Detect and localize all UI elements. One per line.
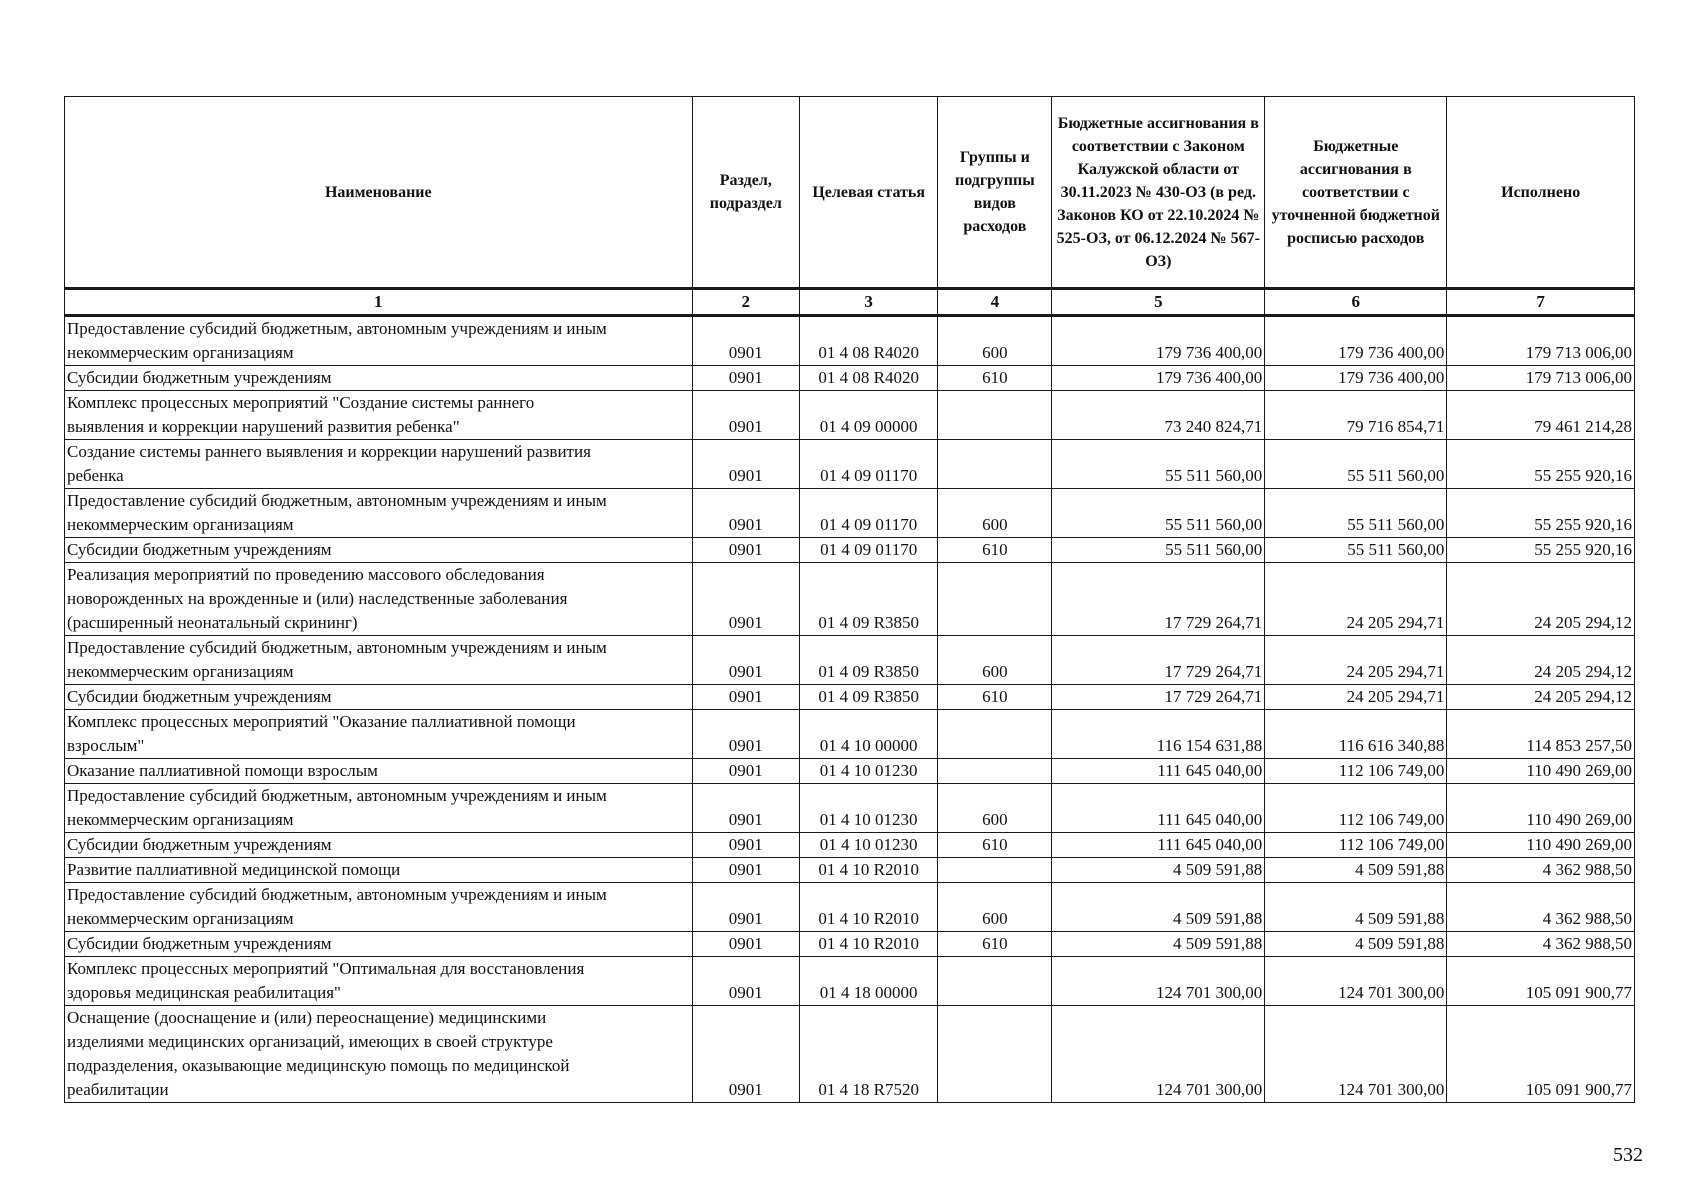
row-name-line: изделиями медицинских организаций, имеющих в своей структуре [67, 1032, 553, 1051]
row-name [65, 391, 693, 440]
row-budget-law: 17 729 264,71 [1052, 636, 1265, 685]
row-name [65, 710, 693, 759]
row-executed: 4 362 988,50 [1447, 932, 1635, 957]
row-name-line: Предоставление субсидий бюджетным, автономным учреждениям и иным [67, 491, 607, 510]
row-name-line: Субсидии бюджетным учреждениям [67, 835, 332, 854]
row-section: 0901 [692, 391, 800, 440]
row-name [65, 1006, 693, 1103]
row-target: 01 4 10 00000 [800, 710, 938, 759]
table-row [65, 1006, 1635, 1103]
row-budget-law: 124 701 300,00 [1052, 1006, 1265, 1103]
row-name-line: Комплекс процессных мероприятий "Создание системы раннего [67, 393, 535, 412]
row-group: 610 [938, 932, 1052, 957]
table-row [65, 391, 1635, 440]
budget-table [64, 96, 1635, 1103]
row-group [938, 759, 1052, 784]
row-budget-refined: 24 205 294,71 [1265, 636, 1447, 685]
row-budget-refined: 116 616 340,88 [1265, 710, 1447, 759]
row-name-line: Создание системы раннего выявления и коррекции нарушений развития [67, 442, 591, 461]
row-budget-law: 4 509 591,88 [1052, 858, 1265, 883]
table-row [65, 710, 1635, 759]
row-budget-refined: 179 736 400,00 [1265, 316, 1447, 366]
column-number: 4 [938, 289, 1052, 316]
row-executed: 114 853 257,50 [1447, 710, 1635, 759]
table-row [65, 784, 1635, 833]
row-section: 0901 [692, 538, 800, 563]
row-budget-law: 116 154 631,88 [1052, 710, 1265, 759]
table-row [65, 538, 1635, 563]
row-name-line: некоммерческим организациям [67, 909, 294, 928]
row-budget-law: 179 736 400,00 [1052, 366, 1265, 391]
row-name-line: Предоставление субсидий бюджетным, автономным учреждениям и иным [67, 319, 607, 338]
row-name [65, 833, 693, 858]
row-section: 0901 [692, 440, 800, 489]
row-name-line: некоммерческим организациям [67, 662, 294, 681]
row-executed: 24 205 294,12 [1447, 636, 1635, 685]
row-budget-law: 17 729 264,71 [1052, 563, 1265, 636]
row-budget-law: 55 511 560,00 [1052, 538, 1265, 563]
row-target: 01 4 10 R2010 [800, 883, 938, 932]
row-budget-law: 55 511 560,00 [1052, 440, 1265, 489]
row-budget-refined: 55 511 560,00 [1265, 489, 1447, 538]
header-name: Наименование [65, 97, 693, 289]
table-row [65, 316, 1635, 366]
row-section: 0901 [692, 710, 800, 759]
row-name-line: Развитие паллиативной медицинской помощи [67, 860, 401, 879]
row-target: 01 4 10 01230 [800, 784, 938, 833]
row-group [938, 391, 1052, 440]
row-executed: 179 713 006,00 [1447, 366, 1635, 391]
row-name-line: некоммерческим организациям [67, 343, 294, 362]
table-row [65, 833, 1635, 858]
row-executed: 179 713 006,00 [1447, 316, 1635, 366]
row-target: 01 4 09 01170 [800, 489, 938, 538]
row-target: 01 4 09 01170 [800, 538, 938, 563]
row-name-line: Субсидии бюджетным учреждениям [67, 368, 332, 387]
row-executed: 4 362 988,50 [1447, 858, 1635, 883]
row-executed: 55 255 920,16 [1447, 489, 1635, 538]
row-section: 0901 [692, 932, 800, 957]
table-row [65, 366, 1635, 391]
row-name-line: Комплекс процессных мероприятий "Оптимальная для восстановления [67, 959, 585, 978]
row-budget-refined: 24 205 294,71 [1265, 563, 1447, 636]
row-budget-law: 17 729 264,71 [1052, 685, 1265, 710]
row-budget-law: 55 511 560,00 [1052, 489, 1265, 538]
row-name-line: Реализация мероприятий по проведению массового обследования [67, 565, 545, 584]
row-target: 01 4 18 00000 [800, 957, 938, 1006]
row-executed: 24 205 294,12 [1447, 563, 1635, 636]
row-group: 600 [938, 636, 1052, 685]
row-name-line: некоммерческим организациям [67, 810, 294, 829]
row-name-line: выявления и коррекции нарушений развития ребенка" [67, 417, 460, 436]
row-name-line: Субсидии бюджетным учреждениям [67, 934, 332, 953]
row-name [65, 957, 693, 1006]
column-number: 7 [1447, 289, 1635, 316]
row-budget-refined: 112 106 749,00 [1265, 759, 1447, 784]
row-group [938, 858, 1052, 883]
table-row [65, 759, 1635, 784]
table-row [65, 883, 1635, 932]
row-executed: 110 490 269,00 [1447, 833, 1635, 858]
row-group [938, 440, 1052, 489]
row-group: 600 [938, 883, 1052, 932]
row-target: 01 4 10 01230 [800, 759, 938, 784]
row-executed: 110 490 269,00 [1447, 759, 1635, 784]
row-section: 0901 [692, 685, 800, 710]
row-budget-law: 111 645 040,00 [1052, 759, 1265, 784]
column-number: 6 [1265, 289, 1447, 316]
row-group: 600 [938, 489, 1052, 538]
row-name [65, 440, 693, 489]
column-number: 5 [1052, 289, 1265, 316]
row-name-line: Предоставление субсидий бюджетным, автономным учреждениям и иным [67, 885, 607, 904]
row-budget-law: 124 701 300,00 [1052, 957, 1265, 1006]
row-name-line: Субсидии бюджетным учреждениям [67, 687, 332, 706]
row-budget-law: 179 736 400,00 [1052, 316, 1265, 366]
row-group [938, 957, 1052, 1006]
row-name-line: здоровья медицинская реабилитация" [67, 983, 341, 1002]
row-name [65, 883, 693, 932]
row-budget-law: 111 645 040,00 [1052, 784, 1265, 833]
row-budget-refined: 179 736 400,00 [1265, 366, 1447, 391]
row-name-line: новорожденных на врожденные и (или) наследственные заболевания [67, 589, 568, 608]
row-budget-refined: 4 509 591,88 [1265, 932, 1447, 957]
column-number: 3 [800, 289, 938, 316]
row-name [65, 685, 693, 710]
table-row [65, 932, 1635, 957]
row-budget-law: 4 509 591,88 [1052, 932, 1265, 957]
row-name-line: Оказание паллиативной помощи взрослым [67, 761, 378, 780]
row-group: 610 [938, 538, 1052, 563]
row-name-line: Оснащение (дооснащение и (или) переоснащение) медицинскими [67, 1008, 547, 1027]
row-section: 0901 [692, 883, 800, 932]
row-group: 600 [938, 316, 1052, 366]
row-budget-refined: 124 701 300,00 [1265, 957, 1447, 1006]
row-budget-refined: 79 716 854,71 [1265, 391, 1447, 440]
row-budget-refined: 4 509 591,88 [1265, 883, 1447, 932]
row-budget-law: 111 645 040,00 [1052, 833, 1265, 858]
row-executed: 24 205 294,12 [1447, 685, 1635, 710]
header-budget-law: Бюджетные ассигнования в соответствии с Законом Калужской области от 30.11.2023 № 430-ОЗ (в ред. Законов КО от 22.10.2024 № 525-ОЗ, от 06.12.2024 № 567-ОЗ) [1052, 97, 1265, 289]
row-target: 01 4 09 R3850 [800, 563, 938, 636]
row-name-line: Предоставление субсидий бюджетным, автономным учреждениям и иным [67, 786, 607, 805]
row-group: 610 [938, 366, 1052, 391]
row-section: 0901 [692, 759, 800, 784]
row-name [65, 316, 693, 366]
row-target: 01 4 09 00000 [800, 391, 938, 440]
row-name [65, 538, 693, 563]
header-groups: Группы и подгруппы видов расходов [938, 97, 1052, 289]
row-budget-refined: 55 511 560,00 [1265, 538, 1447, 563]
header-row [65, 97, 1635, 289]
row-executed: 105 091 900,77 [1447, 957, 1635, 1006]
header-target: Целевая статья [800, 97, 938, 289]
header-budget-refined: Бюджетные ассигнования в соответствии с уточненной бюджетной росписью расходов [1265, 97, 1447, 289]
table-row [65, 858, 1635, 883]
row-target: 01 4 09 R3850 [800, 685, 938, 710]
row-target: 01 4 18 R7520 [800, 1006, 938, 1103]
row-target: 01 4 09 01170 [800, 440, 938, 489]
row-section: 0901 [692, 957, 800, 1006]
table-row [65, 563, 1635, 636]
row-name [65, 563, 693, 636]
row-budget-refined: 4 509 591,88 [1265, 858, 1447, 883]
row-section: 0901 [692, 833, 800, 858]
table-row [65, 636, 1635, 685]
row-executed: 55 255 920,16 [1447, 538, 1635, 563]
row-name [65, 636, 693, 685]
row-section: 0901 [692, 489, 800, 538]
row-budget-refined: 112 106 749,00 [1265, 833, 1447, 858]
row-name-line: подразделения, оказывающие медицинскую помощь по медицинской [67, 1056, 570, 1075]
row-name [65, 858, 693, 883]
row-target: 01 4 08 R4020 [800, 366, 938, 391]
column-number: 2 [692, 289, 800, 316]
row-target: 01 4 10 01230 [800, 833, 938, 858]
row-section: 0901 [692, 316, 800, 366]
row-name [65, 932, 693, 957]
row-budget-law: 4 509 591,88 [1052, 883, 1265, 932]
row-executed: 79 461 214,28 [1447, 391, 1635, 440]
row-executed: 4 362 988,50 [1447, 883, 1635, 932]
row-target: 01 4 09 R3850 [800, 636, 938, 685]
row-budget-refined: 55 511 560,00 [1265, 440, 1447, 489]
row-group: 610 [938, 685, 1052, 710]
table-body [65, 316, 1635, 1103]
row-section: 0901 [692, 1006, 800, 1103]
row-budget-law: 73 240 824,71 [1052, 391, 1265, 440]
row-target: 01 4 10 R2010 [800, 858, 938, 883]
row-section: 0901 [692, 858, 800, 883]
header-executed: Исполнено [1447, 97, 1635, 289]
row-executed: 55 255 920,16 [1447, 440, 1635, 489]
row-section: 0901 [692, 366, 800, 391]
row-budget-refined: 24 205 294,71 [1265, 685, 1447, 710]
header-section: Раздел, подраздел [692, 97, 800, 289]
table-row [65, 440, 1635, 489]
table-row [65, 489, 1635, 538]
row-name-line: Комплекс процессных мероприятий "Оказание паллиативной помощи [67, 712, 576, 731]
row-section: 0901 [692, 636, 800, 685]
column-number: 1 [65, 289, 693, 316]
row-name [65, 366, 693, 391]
column-number-row [65, 289, 1635, 316]
row-name-line: (расширенный неонатальный скрининг) [67, 613, 358, 632]
row-group: 600 [938, 784, 1052, 833]
row-target: 01 4 10 R2010 [800, 932, 938, 957]
row-budget-refined: 112 106 749,00 [1265, 784, 1447, 833]
row-name-line: взрослым" [67, 736, 145, 755]
table-row [65, 957, 1635, 1006]
row-name-line: ребенка [67, 466, 124, 485]
row-group: 610 [938, 833, 1052, 858]
row-executed: 105 091 900,77 [1447, 1006, 1635, 1103]
row-name [65, 759, 693, 784]
row-name [65, 784, 693, 833]
row-name-line: Предоставление субсидий бюджетным, автономным учреждениям и иным [67, 638, 607, 657]
row-budget-refined: 124 701 300,00 [1265, 1006, 1447, 1103]
row-name-line: Субсидии бюджетным учреждениям [67, 540, 332, 559]
row-name [65, 489, 693, 538]
row-name-line: реабилитации [67, 1080, 169, 1099]
row-section: 0901 [692, 563, 800, 636]
row-group [938, 563, 1052, 636]
row-target: 01 4 08 R4020 [800, 316, 938, 366]
row-group [938, 1006, 1052, 1103]
row-executed: 110 490 269,00 [1447, 784, 1635, 833]
row-name-line: некоммерческим организациям [67, 515, 294, 534]
row-group [938, 710, 1052, 759]
page-number: 532 [1613, 1144, 1643, 1166]
table-row [65, 685, 1635, 710]
row-section: 0901 [692, 784, 800, 833]
